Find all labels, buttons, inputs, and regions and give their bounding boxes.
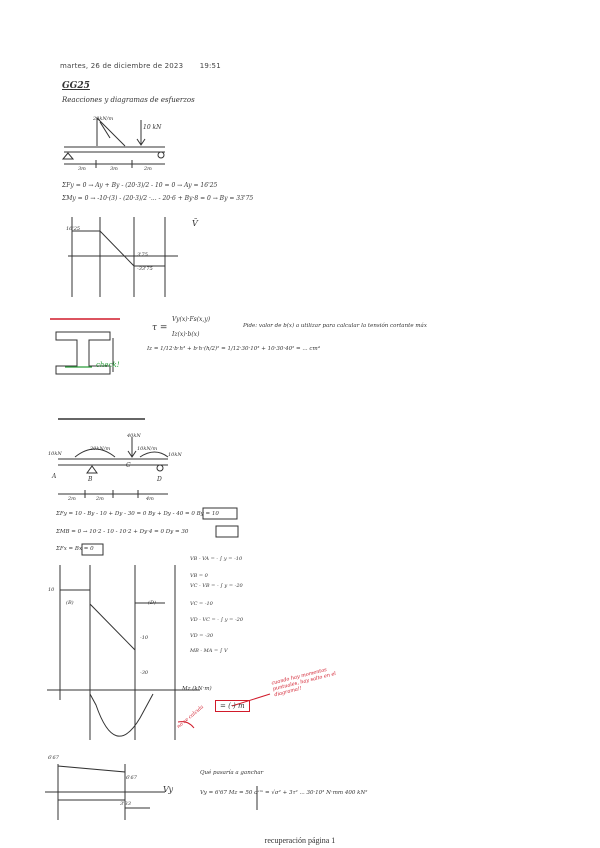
page1-load-label: 10 kN xyxy=(143,124,162,131)
page1-shear-note: Ṽ xyxy=(192,219,198,228)
page3-dim-3: 4m xyxy=(146,496,154,502)
page3-rhs-3: VC - VB = - ∫ y = -20 xyxy=(190,583,243,589)
header-date: martes, 26 de diciembre de 2023 xyxy=(60,62,184,70)
page1-val-3: -33'75 xyxy=(137,266,153,272)
page1-val-1: 16'25 xyxy=(66,226,81,232)
page3-point-c: C xyxy=(126,462,131,469)
page4-val-1: 6'67 xyxy=(48,755,59,761)
page4-val-2: 6'67 xyxy=(126,775,137,781)
page3-rhs-1: VB - VA = - ∫ y = -10 xyxy=(190,556,243,562)
page3-point-b: B xyxy=(88,476,93,483)
page3-label-1: 10kN xyxy=(48,451,62,457)
page3-point-a: A xyxy=(52,473,57,480)
page3-diag-val-1: 10 xyxy=(48,587,55,593)
page3-diag-val-5: (D) xyxy=(148,600,156,606)
page2-tau: τ = xyxy=(152,323,168,333)
page1-dist-label: 20kN/m xyxy=(93,116,114,122)
page2-frac-top: Vy(x)·Fs(x,y) xyxy=(172,316,211,323)
page-footer: recuperación página 1 xyxy=(264,836,336,845)
page1-span-1: 3m xyxy=(78,166,86,172)
page1-title: GG25 xyxy=(62,81,90,91)
page3-red-note-1: cuando hay momentos puntuales, hay salto en el diagrama!! xyxy=(270,666,337,699)
page1-subtitle: Reacciones y diagramas de esfuerzos xyxy=(62,96,195,104)
page3-rhs-2: VB = 0 xyxy=(190,573,208,579)
page3-label-2: 20kN/m xyxy=(90,446,111,452)
page3-rhs-7: MB - MA = ∫ V xyxy=(190,648,228,654)
page3-rhs-6: VD = -30 xyxy=(190,633,214,639)
page2-note: Pide: valor de b(x) a utilizar para calcular la tensión cortante máx xyxy=(243,323,427,329)
page3-diag-val-4: (B) xyxy=(66,600,74,606)
page4-axis: Vy xyxy=(163,785,173,794)
page3-rhs-5: VD - VC = - ∫ y = -20 xyxy=(190,617,244,623)
page3-axis-label: Mz (kN·m) xyxy=(182,686,212,692)
page2-eq: Iz = 1/12·b·h³ + b·h·(h/2)² = 1/12·30·10³ + 10·30·40² = ... cm⁴ xyxy=(147,346,320,352)
page1-eq-1: ΣFy = 0 → Ay + By - (20·3)/2 - 10 = 0 → Ay = 16'25 xyxy=(62,182,218,189)
page4-eq: Vy = 6'67 Mz = 50 σᵛᵐ = √σ² + 3τ² ... 30·10³ N·mm 400 kN² xyxy=(200,790,368,796)
page4-question: Qué pasaría a ganchar xyxy=(200,770,264,776)
page3-label-3: 40kN xyxy=(127,433,141,439)
page1-span-3: 2m xyxy=(144,166,152,172)
page3-eq-2: ΣMB = 0 → 10·2 - 10 - 10·2 + Dy·4 = 0 Dy = 30 xyxy=(56,529,189,535)
page3-label-4: 10kN/m xyxy=(137,446,158,452)
page4-val-3: 3'33 xyxy=(120,801,131,807)
page3-eq-3: ΣFx = Bx = 0 xyxy=(56,546,94,552)
page1-span-2: 3m xyxy=(110,166,118,172)
page3-dim-2: 2m xyxy=(96,496,104,502)
header-time: 19:51 xyxy=(199,62,221,70)
page3-eq-1: ΣFy = 10 - By - 10 + Dy - 30 = 0 By + Dy - 40 = 0 By = 10 xyxy=(56,511,219,517)
page3-red-note-2: no se calcula xyxy=(175,704,205,730)
page3-diag-val-3: -30 xyxy=(140,670,149,676)
page3-diag-val-2: -10 xyxy=(140,635,149,641)
page3-label-5: 10kN xyxy=(168,452,182,458)
page3-point-d: D xyxy=(157,476,162,483)
page2-frac-bot: Iz(x)·b(x) xyxy=(172,331,200,338)
page2-check: check! xyxy=(96,361,120,369)
page3-dim-1: 2m xyxy=(68,496,76,502)
page3-rhs-4: VC = -10 xyxy=(190,601,213,607)
page3-red-box: = (·) m xyxy=(215,700,250,712)
page1-eq-2: ΣMy = 0 → -10·(3) - (20·3)/2 ·... - 20·6 + By·8 = 0 → By = 33'75 xyxy=(62,195,254,202)
page1-val-2: 3'75 xyxy=(137,252,148,258)
